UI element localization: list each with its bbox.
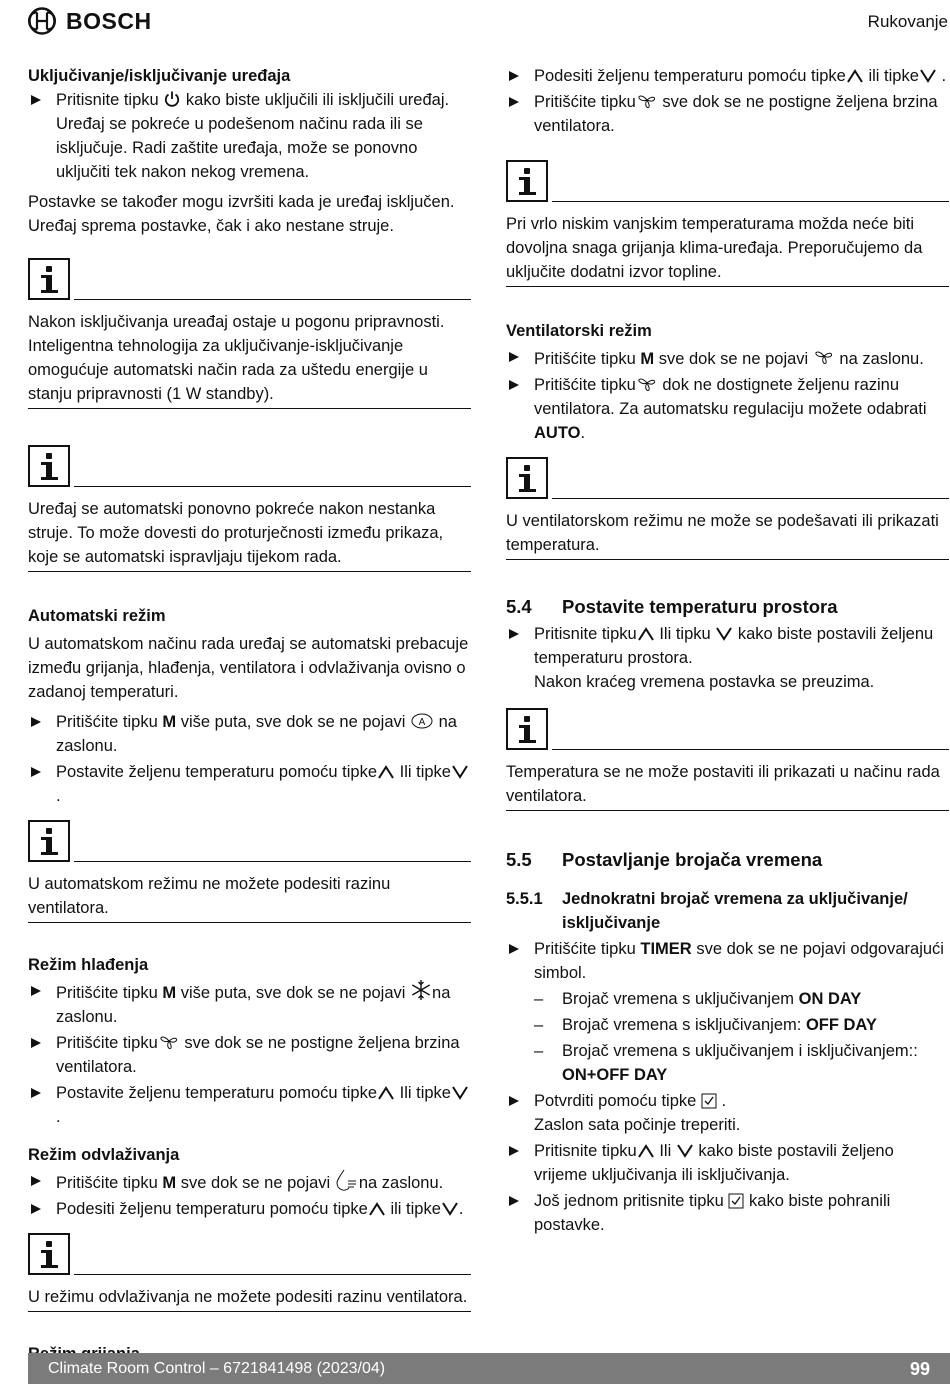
left-column bbox=[28, 64, 471, 1384]
section-5-5-heading: 5.5 Postavljanje brojača vremena bbox=[506, 849, 823, 870]
info-icon bbox=[506, 457, 548, 499]
info-icon bbox=[28, 258, 70, 300]
section-5-4-heading: 5.4 Postavite temperaturu prostora bbox=[506, 596, 838, 617]
cool-step-1: Pritišćite tipku M više puta, sve dok se ne pojavi na zaslonu. bbox=[28, 979, 471, 1029]
fan-step-1: Pritišćite tipku M sve dok se ne pojavi na zaslonu. bbox=[506, 345, 949, 371]
info-note-restart bbox=[28, 443, 471, 572]
power-icon bbox=[163, 90, 181, 108]
timer-option-on-off: – Brojač vremena s uključivanjem i isključivanjem:: ON+OFF DAY bbox=[506, 1039, 949, 1087]
s55-step-3: Pritisnite tipku Ili kako biste postavili željeno vrijeme uključivanja ili isključivanja. bbox=[506, 1139, 949, 1187]
chevron-down-icon bbox=[715, 626, 733, 642]
info-note-standby bbox=[28, 256, 471, 409]
auto-heading: Automatski režim bbox=[28, 607, 166, 625]
note-text: U automatskom režimu ne možete podesiti razinu ventilatora. bbox=[28, 862, 471, 923]
footer-document-id: Climate Room Control – 6721841498 (2023/04) bbox=[48, 1359, 386, 1377]
note-text: U ventilatorskom režimu ne može se podešavati ili prikazati temperatura. bbox=[506, 499, 949, 560]
note-text: U režimu odvlaživanja ne možete podesiti razinu ventilatora. bbox=[28, 1275, 471, 1312]
info-note-auto bbox=[28, 818, 471, 923]
chevron-up-icon bbox=[368, 1201, 386, 1217]
info-note-fan bbox=[506, 455, 949, 560]
auto-paragraph: U automatskom načinu rada uređaj se automatski prebacuje između grijanja, hlađenja, ventilatora i odvlaživanja ovisno o zadanoj temperaturi. bbox=[28, 635, 469, 701]
info-note-heat bbox=[506, 158, 949, 287]
cool-heading: Režim hlađenja bbox=[28, 956, 149, 974]
chevron-up-icon bbox=[637, 1143, 655, 1159]
info-icon bbox=[506, 160, 548, 202]
fan-step-2: Pritišćite tipku dok ne dostignete željenu razinu ventilatora. Za automatsku regulaciju možete odabrati AUTO. bbox=[506, 373, 949, 445]
page-number: 99 bbox=[909, 1358, 930, 1379]
heat-step-3: Pritišćite tipku sve dok se ne postigne željena brzina ventilatora. bbox=[506, 90, 949, 138]
cool-step-3: Postavite željenu temperaturu pomoću tipke Ili tipke. bbox=[28, 1081, 471, 1129]
info-note-s54 bbox=[506, 706, 949, 811]
onoff-step: Pritisnite tipku kako biste uključili ili isključili uređaj. Uređaj se pokreće u podešenom načinu rada ili se isključuje. Radi zaštite uređaja, može se ponovno uključiti tek nakon nekog vremena. bbox=[28, 88, 471, 184]
chevron-down-icon bbox=[451, 1085, 469, 1101]
heat-step-2: Podesiti željenu temperaturu pomoću tipke ili tipke . bbox=[506, 64, 949, 88]
chevron-down-icon bbox=[441, 1201, 459, 1217]
chevron-down-icon bbox=[451, 764, 469, 780]
dry-step-1: Pritišćite tipku M sve dok se ne pojavi na zaslonu. bbox=[28, 1169, 471, 1195]
timer-option-off: – Brojač vremena s isključivanjem: OFF DAY bbox=[506, 1013, 949, 1037]
chevron-up-icon bbox=[377, 1085, 395, 1101]
chevron-down-icon bbox=[919, 68, 937, 84]
chevron-up-icon bbox=[846, 68, 864, 84]
chevron-up-icon bbox=[377, 764, 395, 780]
auto-mode-icon bbox=[410, 712, 434, 730]
fan-icon bbox=[636, 373, 658, 393]
info-note-dry bbox=[28, 1231, 471, 1312]
brand-name: BOSCH bbox=[66, 8, 152, 34]
onoff-paragraph: Postavke se također mogu izvršiti kada je uređaj isključen. Uređaj sprema postavke, čak i ako nestane struje. bbox=[28, 193, 455, 235]
fan-icon bbox=[813, 345, 835, 367]
info-icon bbox=[28, 445, 70, 487]
auto-step-1: Pritišćite tipku M više puta, sve dok se ne pojavi A na zaslonu. bbox=[28, 710, 471, 758]
dry-heading: Režim odvlaživanja bbox=[28, 1146, 180, 1164]
s55-step-4: Još jednom pritisnite tipku kako biste pohranili postavke. bbox=[506, 1189, 949, 1237]
page-footer bbox=[28, 1353, 950, 1384]
chevron-down-icon bbox=[676, 1143, 694, 1159]
onoff-heading: Uključivanje/isključivanje uređaja bbox=[28, 67, 291, 85]
section-header: Rukovanje bbox=[867, 12, 948, 31]
section-5-5-1-heading: 5.5.1 Jednokratni brojač vremena za uključivanje/ isključivanje bbox=[506, 890, 908, 932]
bosch-armature-icon bbox=[28, 7, 56, 35]
checkbox-icon bbox=[728, 1193, 744, 1209]
timer-option-on: – Brojač vremena s uključivanjem ON DAY bbox=[506, 987, 949, 1011]
s55-step-2: Potvrditi pomoću tipke . bbox=[506, 1089, 949, 1113]
dry-step-2: Podesiti željenu temperaturu pomoću tipke ili tipke . bbox=[28, 1197, 471, 1221]
s54-step-1: Pritisnite tipku Ili tipku kako biste postavili željenu temperaturu prostora. bbox=[506, 622, 949, 670]
right-column bbox=[506, 64, 949, 1237]
note-text: Nakon isključivanja ureađaj ostaje u pogonu pripravnosti. Inteligentna tehnologija za uključivanje-isključivanje omogućuje automatski način rada za uštedu energije u stanju pripravnosti (1 W standby). bbox=[28, 300, 471, 409]
fan-icon bbox=[636, 90, 658, 110]
fan-heading: Ventilatorski režim bbox=[506, 322, 652, 340]
droplet-icon bbox=[335, 1169, 359, 1191]
bosch-logo bbox=[28, 6, 152, 36]
cool-step-2: Pritišćite tipku sve dok se ne postigne željena brzina ventilatora. bbox=[28, 1031, 471, 1079]
chevron-up-icon bbox=[637, 626, 655, 642]
info-icon bbox=[506, 708, 548, 750]
snowflake-icon bbox=[410, 979, 432, 1001]
checkbox-icon bbox=[701, 1093, 717, 1109]
s55-step-1: Pritišćite tipku TIMER sve dok se ne pojavi odgovarajući simbol. bbox=[506, 937, 949, 985]
note-text: Temperatura se ne može postaviti ili prikazati u načinu rada ventilatora. bbox=[506, 750, 949, 811]
svg-text:A: A bbox=[418, 717, 426, 728]
s54-result: Nakon kraćeg vremena postavka se preuzima. bbox=[534, 673, 875, 691]
s55-step-2-result: Zaslon sata počinje treperiti. bbox=[534, 1116, 741, 1134]
fan-icon bbox=[158, 1031, 180, 1051]
note-text: Uređaj se automatski ponovno pokreće nakon nestanka struje. To može dovesti do proturječnosti između prikaza, koje se automatski ispravljaju tijekom rada. bbox=[28, 487, 471, 572]
info-icon bbox=[28, 1233, 70, 1275]
auto-step-2: Postavite željenu temperaturu pomoću tipke Ili tipke. bbox=[28, 760, 471, 808]
note-text: Pri vrlo niskim vanjskim temperaturama možda neće biti dovoljna snaga grijanja klima-uređaja. Preporučujemo da uključite dodatni izvor topline. bbox=[506, 202, 949, 287]
info-icon bbox=[28, 820, 70, 862]
